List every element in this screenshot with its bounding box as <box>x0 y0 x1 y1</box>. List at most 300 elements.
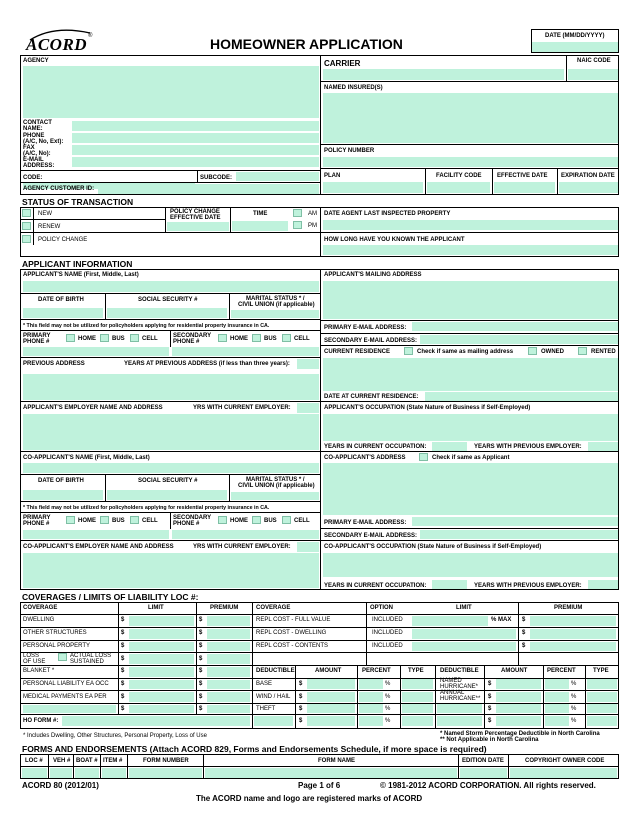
field-label: PRIMARY E-MAIL ADDRESS: <box>324 520 407 526</box>
field-label: $ <box>199 681 203 687</box>
ho-form-percent-field[interactable] <box>359 716 383 726</box>
co-primary-cell-checkbox[interactable] <box>130 516 139 524</box>
blanket-premium-field[interactable] <box>207 667 250 677</box>
repl-dwelling-limit-field[interactable] <box>412 629 516 639</box>
field-label: YEARS IN CURRENT OCCUPATION: <box>324 444 427 450</box>
vertical-rule <box>252 602 253 714</box>
secondary-cell-checkbox[interactable] <box>282 334 291 342</box>
field-label: SOCIAL SECURITY # <box>138 478 198 484</box>
form-name-field[interactable] <box>205 768 457 778</box>
date-field[interactable] <box>532 42 618 52</box>
email-field[interactable] <box>72 157 319 167</box>
horizontal-rule <box>20 665 252 666</box>
field-label: AM <box>308 211 317 217</box>
field-label: THEFT <box>256 706 276 712</box>
vertical-rule <box>518 602 519 665</box>
field-label: YRS WITH CURRENT EMPLOYER: <box>193 544 291 550</box>
secondary-email-field[interactable] <box>420 335 618 344</box>
ho-form-amount-field[interactable] <box>307 716 355 726</box>
blanket-limit-field[interactable] <box>129 667 194 677</box>
field-label: INCLUDED <box>372 643 403 649</box>
field-label: DEDUCTIBLE <box>256 668 295 674</box>
field-label: TIME <box>253 211 268 217</box>
wind-type-field[interactable] <box>402 692 433 702</box>
field-label: Check if same as mailing address <box>417 349 514 355</box>
repl-full-value-premium-field[interactable] <box>530 616 616 626</box>
dwelling-limit-field[interactable] <box>129 616 194 626</box>
effective-date-field[interactable] <box>494 182 555 193</box>
policy-change-date-field[interactable] <box>167 222 229 231</box>
field-label: CO-APPLICANT'S EMPLOYER NAME AND ADDRESS <box>23 544 174 550</box>
annual-hurricane-amount-field[interactable] <box>496 692 541 702</box>
primary-cell-checkbox[interactable] <box>130 334 139 342</box>
field-label: COVERAGE <box>256 605 291 611</box>
co-secondary-cell-checkbox[interactable] <box>282 516 291 524</box>
actual-loss-checkbox[interactable] <box>58 653 67 661</box>
extra2-percent-field[interactable] <box>545 704 569 713</box>
field-label: PHONE # <box>173 339 200 345</box>
vertical-rule <box>320 55 321 195</box>
field-label: INCLUDED <box>372 630 403 636</box>
field-label: APPLICANT'S EMPLOYER NAME AND ADDRESS <box>23 405 163 411</box>
form-edition-field[interactable] <box>460 768 507 778</box>
field-label: CIVIL UNION (if applicable) <box>238 302 315 308</box>
agency-field[interactable] <box>23 66 319 118</box>
forms-section-title: FORMS AND ENDORSEMENTS (Attach ACORD 829, Forms and Endorsements Schedule, if more space is required) <box>22 744 487 754</box>
horizontal-rule <box>320 401 619 402</box>
theft-amount-field[interactable] <box>307 704 355 713</box>
annual-hurricane-percent-field[interactable] <box>545 692 569 702</box>
co-primary-bus-checkbox[interactable] <box>100 516 109 524</box>
ho-form-deductible2-field[interactable] <box>437 716 482 726</box>
vertical-rule <box>100 754 101 779</box>
field-label: OPTION <box>370 605 394 611</box>
extra-limit-field[interactable] <box>129 705 194 713</box>
policy-number-field[interactable] <box>323 157 618 167</box>
vertical-rule <box>400 714 401 729</box>
field-label: OTHER STRUCTURES <box>23 630 87 636</box>
co-primary-email-field[interactable] <box>412 517 618 526</box>
field-label: % <box>571 694 577 700</box>
named-insured-field[interactable] <box>323 93 618 143</box>
field-label: OWNED <box>541 349 564 355</box>
vertical-rule <box>229 474 230 501</box>
same-as-applicant-checkbox[interactable] <box>419 453 428 461</box>
field-label: * Includes Dwelling, Other Structures, Personal Property, Loss of Use <box>23 733 207 739</box>
subcode-field[interactable] <box>236 172 319 181</box>
co-secondary-home-checkbox[interactable] <box>218 516 227 524</box>
horizontal-rule <box>320 168 619 169</box>
field-label: DEDUCTIBLE <box>440 668 479 674</box>
horizontal-rule <box>20 182 320 183</box>
field-label: PRIMARY <box>23 333 51 339</box>
years-employer-field[interactable] <box>297 403 319 413</box>
co-years-employer-field[interactable] <box>297 542 319 552</box>
rented-checkbox[interactable] <box>578 347 587 355</box>
field-label: BASE <box>256 681 273 687</box>
pm-checkbox[interactable] <box>293 221 302 229</box>
loss-of-use-premium-field[interactable] <box>207 654 250 664</box>
field-label: $ <box>121 694 125 700</box>
field-label: HOME <box>78 336 96 342</box>
field-label: PREMIUM <box>554 605 583 611</box>
co-secondary-email-field[interactable] <box>420 530 618 539</box>
field-label: % <box>571 681 577 687</box>
co-occupation-field[interactable] <box>323 553 618 577</box>
vertical-rule <box>105 293 106 319</box>
field-label: LOC # <box>25 758 43 764</box>
field-label: % <box>385 718 391 724</box>
mailing-address-field[interactable] <box>323 281 618 319</box>
field-label: WIND / HAIL <box>256 694 291 700</box>
horizontal-rule <box>252 640 619 641</box>
primary-phone-field[interactable] <box>23 347 169 356</box>
vertical-rule <box>566 55 567 81</box>
field-label: AMOUNT <box>501 668 528 674</box>
medical-premium-field[interactable] <box>207 692 250 702</box>
page-title: HOMEOWNER APPLICATION <box>210 36 403 52</box>
extra3-amount-field[interactable] <box>496 716 541 726</box>
expiration-date-field[interactable] <box>559 182 618 193</box>
field-label: SECONDARY <box>173 515 212 521</box>
field-label: YEARS AT PREVIOUS ADDRESS (if less than three years): <box>124 361 290 367</box>
dwelling-premium-field[interactable] <box>207 616 250 626</box>
policy-change-checkbox[interactable] <box>22 235 31 243</box>
applicant-name-field[interactable] <box>23 281 319 292</box>
co-primary-home-checkbox[interactable] <box>66 516 75 524</box>
occupation-field[interactable] <box>323 414 618 441</box>
field-label: PRIMARY E-MAIL ADDRESS: <box>324 325 407 331</box>
field-label: HO FORM #: <box>23 718 59 724</box>
field-label: BUS <box>264 518 277 524</box>
secondary-phone-field[interactable] <box>172 347 319 356</box>
ssn-field[interactable] <box>107 308 227 318</box>
horizontal-rule <box>320 345 619 346</box>
horizontal-rule <box>320 528 619 529</box>
marital-field[interactable] <box>231 310 319 318</box>
field-label: PERCENT <box>547 668 576 674</box>
naic-field[interactable] <box>568 69 618 80</box>
field-label: OF USE <box>23 659 46 665</box>
vertical-rule <box>197 170 198 182</box>
field-label: $ <box>522 630 526 636</box>
repl-dwelling-premium-field[interactable] <box>530 629 616 639</box>
horizontal-rule <box>20 540 320 541</box>
form-boat-field[interactable] <box>75 768 99 778</box>
field-label: * This field may not be utilized for policyholders applying for residential property insurance in CA. <box>23 323 270 329</box>
medical-limit-field[interactable] <box>129 692 194 702</box>
field-label: CURRENT RESIDENCE <box>324 349 391 355</box>
ho-form-field[interactable] <box>62 716 250 726</box>
liability-limit-field[interactable] <box>129 680 194 689</box>
new-checkbox[interactable] <box>22 209 31 217</box>
field-label: VEH # <box>53 758 71 764</box>
co-employer-field[interactable] <box>23 553 319 588</box>
field-label: DATE AT CURRENT RESIDENCE: <box>324 394 419 400</box>
field-label: PERSONAL LIABILITY EA OCC <box>23 681 109 687</box>
repl-contents-premium-field[interactable] <box>530 642 616 651</box>
field-label: $ <box>199 694 203 700</box>
field-label: PHONE # <box>23 521 50 527</box>
phone-field[interactable] <box>72 133 319 143</box>
copyright: © 1981-2012 ACORD CORPORATION. All rights reserved. <box>380 781 596 790</box>
vertical-rule <box>295 714 296 729</box>
wind-amount-field[interactable] <box>307 692 355 702</box>
field-label: POLICY NUMBER <box>324 148 375 154</box>
trademark: The ACORD name and logo are registered marks of ACORD <box>196 794 423 803</box>
field-label: $ <box>121 681 125 687</box>
plan-field[interactable] <box>323 182 423 193</box>
vertical-rule <box>492 168 493 195</box>
field-label: BUS <box>264 336 277 342</box>
field-label: CO-APPLICANT'S OCCUPATION (State Nature of Business if Self-Employed) <box>324 544 542 550</box>
base-percent-field[interactable] <box>359 679 383 689</box>
field-label: $ <box>299 681 303 687</box>
base-type-field[interactable] <box>402 679 433 689</box>
field-label: $ <box>199 668 203 674</box>
field-label: APPLICANT'S NAME (First, Middle, Last) <box>23 272 139 278</box>
field-label: FORM NAME <box>318 758 355 764</box>
field-label: (A/C, No, Ext): <box>23 139 64 145</box>
contact-name-field[interactable] <box>72 121 319 131</box>
field-label: $ <box>121 617 125 623</box>
date-current-residence-field[interactable] <box>425 392 618 401</box>
form-id: ACORD 80 (2012/01) <box>22 781 99 790</box>
co-applicant-address-field[interactable] <box>323 463 618 515</box>
vertical-rule <box>357 714 358 729</box>
field-label: % <box>571 706 577 712</box>
horizontal-rule <box>20 640 252 641</box>
field-label: $ <box>121 668 125 674</box>
field-label: SECONDARY <box>173 333 212 339</box>
horizontal-rule <box>20 170 320 171</box>
years-prev-employer-field[interactable] <box>588 442 618 451</box>
extra-coverage-field[interactable] <box>23 705 116 713</box>
vertical-rule <box>105 474 106 501</box>
repl-contents-limit-field[interactable] <box>412 642 516 651</box>
field-label: LIMIT <box>148 605 164 611</box>
previous-address-field[interactable] <box>23 374 319 400</box>
other-structures-limit-field[interactable] <box>129 629 194 639</box>
co-secondary-phone-field[interactable] <box>172 530 319 539</box>
owned-checkbox[interactable] <box>528 347 537 355</box>
form-item-field[interactable] <box>102 768 126 778</box>
field-label: HOME <box>230 518 248 524</box>
co-ssn-field[interactable] <box>107 490 227 500</box>
vertical-rule <box>320 269 321 590</box>
wind-percent-field[interactable] <box>359 692 383 702</box>
field-label: BOAT # <box>76 758 98 764</box>
field-label: HOME <box>230 336 248 342</box>
field-label: DATE OF BIRTH <box>38 297 84 303</box>
field-label: TYPE <box>408 668 424 674</box>
field-label: Check if same as Applicant <box>432 455 510 461</box>
vertical-rule <box>118 602 119 714</box>
field-label: CONTACT <box>23 120 52 126</box>
horizontal-rule <box>20 293 320 294</box>
field-label: MARITAL STATUS * / <box>246 477 305 483</box>
form-loc-field[interactable] <box>22 768 47 778</box>
field-label: PHONE <box>23 133 45 139</box>
field-label: FACILITY CODE <box>436 173 482 179</box>
horizontal-rule <box>320 232 619 233</box>
time-field[interactable] <box>232 221 288 231</box>
vertical-rule <box>458 754 459 779</box>
ho-form-deductible-field[interactable] <box>254 716 293 726</box>
field-label: BLANKET * <box>23 668 55 674</box>
field-label: CELL <box>294 336 310 342</box>
base-amount-field[interactable] <box>307 679 355 689</box>
field-label: CO-APPLICANT'S ADDRESS <box>324 455 406 461</box>
field-label: SOCIAL SECURITY # <box>138 297 198 303</box>
horizontal-rule <box>20 401 320 402</box>
co-applicant-name-field[interactable] <box>23 463 319 473</box>
applicant-section-title: APPLICANT INFORMATION <box>22 259 133 269</box>
field-label: NEW <box>38 211 52 217</box>
dob-field[interactable] <box>23 308 103 318</box>
primary-bus-checkbox[interactable] <box>100 334 109 342</box>
extra-deductible-field[interactable] <box>437 704 482 713</box>
field-label: PERCENT <box>362 668 391 674</box>
field-label: BUS <box>112 518 125 524</box>
horizontal-rule <box>20 501 320 502</box>
annual-type-field[interactable] <box>587 692 617 702</box>
form-number-field[interactable] <box>129 768 202 778</box>
field-label: PERSONAL PROPERTY <box>23 643 91 649</box>
customer-id-field[interactable] <box>98 184 319 194</box>
secondary-home-checkbox[interactable] <box>218 334 227 342</box>
last-inspected-field[interactable] <box>323 220 618 230</box>
field-label: COPYRIGHT OWNER CODE <box>525 758 605 764</box>
field-label: LOSS <box>23 653 40 659</box>
field-label: PHONE # <box>23 339 50 345</box>
field-label: POLICY CHANGE <box>170 209 220 215</box>
field-label: HOW LONG HAVE YOU KNOWN THE APPLICANT <box>324 237 465 243</box>
extra3-percent-field[interactable] <box>545 716 569 726</box>
fax-field[interactable] <box>72 145 319 155</box>
primary-email-field[interactable] <box>412 322 618 331</box>
field-label: CELL <box>294 518 310 524</box>
current-residence-field[interactable] <box>323 358 618 391</box>
field-label: PLAN <box>324 173 341 179</box>
carrier-field[interactable] <box>323 69 564 80</box>
field-label: $ <box>121 643 125 649</box>
field-label: PHONE # <box>173 521 200 527</box>
years-occupation-field[interactable] <box>432 442 467 451</box>
renew-checkbox[interactable] <box>22 222 31 230</box>
ho-type-field[interactable] <box>402 716 433 726</box>
acord-logo <box>24 29 94 53</box>
years-prev-address-field[interactable] <box>297 359 319 369</box>
field-label: AGENCY CUSTOMER ID: <box>23 186 95 192</box>
field-label: % MAX <box>491 617 512 623</box>
horizontal-rule <box>252 690 619 691</box>
horizontal-rule <box>20 703 252 704</box>
field-label: NAIC CODE <box>577 58 611 64</box>
horizontal-rule <box>20 652 252 653</box>
field-label: HOME <box>78 518 96 524</box>
repl-full-value-limit-field[interactable] <box>412 616 488 626</box>
form-veh-field[interactable] <box>50 768 72 778</box>
field-label: $ <box>488 694 492 700</box>
extra3-type-field[interactable] <box>587 716 617 726</box>
vertical-rule <box>196 602 197 714</box>
employer-field[interactable] <box>23 414 319 450</box>
field-label: % <box>385 706 391 712</box>
extra-premium-field[interactable] <box>207 705 250 713</box>
vertical-rule <box>203 754 204 779</box>
field-label: CELL <box>142 336 158 342</box>
liability-premium-field[interactable] <box>207 680 250 689</box>
field-label: $ <box>522 643 526 649</box>
field-label: CARRIER <box>324 59 361 68</box>
co-primary-phone-field[interactable] <box>23 530 169 539</box>
field-label: SECONDARY E-MAIL ADDRESS: <box>324 338 418 344</box>
vertical-rule <box>508 754 509 779</box>
field-label: INCLUDED <box>372 617 403 623</box>
horizontal-rule <box>320 540 619 541</box>
vertical-rule <box>230 207 231 232</box>
co-years-prev-employer-field[interactable] <box>588 580 618 589</box>
co-secondary-bus-checkbox[interactable] <box>252 516 261 524</box>
field-label: $ <box>121 630 125 636</box>
secondary-bus-checkbox[interactable] <box>252 334 261 342</box>
vertical-rule <box>585 714 586 729</box>
co-years-occupation-field[interactable] <box>432 580 467 589</box>
extra2-amount-field[interactable] <box>496 704 541 713</box>
named-type-field[interactable] <box>587 679 617 689</box>
field-label: MARITAL STATUS * / <box>246 296 305 302</box>
primary-home-checkbox[interactable] <box>66 334 75 342</box>
co-dob-field[interactable] <box>23 490 103 500</box>
co-marital-field[interactable] <box>231 492 319 500</box>
field-label: $ <box>299 706 303 712</box>
field-label: CIVIL UNION (if applicable) <box>238 483 315 489</box>
extra2-type-field[interactable] <box>587 704 617 713</box>
how-long-known-field[interactable] <box>323 245 618 255</box>
named-hurricane-percent-field[interactable] <box>545 679 569 689</box>
vertical-rule <box>366 602 367 665</box>
agency-label: AGENCY <box>23 58 49 64</box>
horizontal-rule <box>320 333 619 334</box>
personal-property-limit-field[interactable] <box>129 642 194 651</box>
horizontal-rule <box>20 219 165 220</box>
vertical-rule <box>170 330 171 347</box>
theft-type-field[interactable] <box>402 704 433 713</box>
named-hurricane-amount-field[interactable] <box>496 679 541 689</box>
field-label: $ <box>121 656 125 662</box>
coverages-section-title: COVERAGES / LIMITS OF LIABILITY LOC #: <box>22 592 199 602</box>
field-label: $ <box>522 617 526 623</box>
field-label: DWELLING <box>23 617 55 623</box>
field-label: YRS WITH CURRENT EMPLOYER: <box>193 405 291 411</box>
field-label: AMOUNT <box>315 668 342 674</box>
other-structures-premium-field[interactable] <box>207 629 250 639</box>
am-checkbox[interactable] <box>293 209 302 217</box>
same-as-mailing-checkbox[interactable] <box>404 347 413 355</box>
page-number: Page 1 of 6 <box>298 781 341 790</box>
facility-code-field[interactable] <box>427 182 490 193</box>
field-label: YEARS WITH PREVIOUS EMPLOYER: <box>474 583 582 589</box>
field-label: $ <box>199 643 203 649</box>
horizontal-rule <box>20 357 320 358</box>
loss-of-use-limit-field[interactable] <box>129 654 194 664</box>
theft-percent-field[interactable] <box>359 704 383 713</box>
form-copyright-field[interactable] <box>510 768 617 778</box>
vertical-rule <box>127 754 128 779</box>
personal-property-premium-field[interactable] <box>207 642 250 651</box>
field-label: EFFECTIVE DATE <box>170 215 221 221</box>
